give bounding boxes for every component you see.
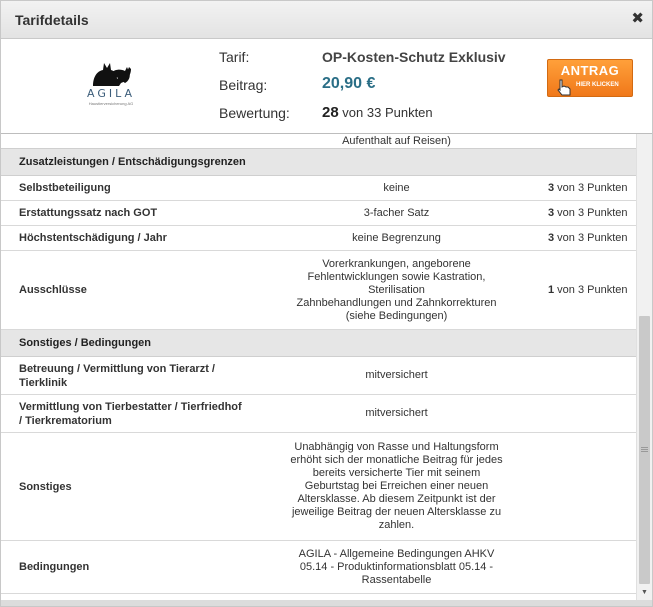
row-value: AGILA - Allgemeine Bedingungen AHKV 05.14 - Produktinformationsblatt 05.14 - Rassentabelle [281,541,512,594]
beitrag-value: 20,90 € [322,75,376,92]
logo-tagline: Haustierversicherung AG [88,101,134,106]
row-label: Erstattungssatz nach GOT [1,201,281,226]
scrollbar-thumb[interactable] [639,316,650,584]
row-label: Höchstentschädigung / Jahr [1,226,281,251]
dialog-titlebar [1,1,652,39]
row-score: 3 von 3 Punkten [512,201,636,226]
dialog-title: Tarifdetails [15,12,89,28]
row-score: 3 von 3 Punkten [512,176,636,201]
agila-logo [79,59,143,109]
row-label: Selbstbeteiligung [1,176,281,201]
row-value: keine [281,176,512,201]
table-row [1,251,636,330]
bewertung-rest: von 33 Punkten [338,105,433,120]
table-row [1,226,636,251]
table-row [1,201,636,226]
vertical-scrollbar[interactable] [636,134,653,600]
tarif-label: Tarif: [219,49,250,65]
row-score: 1 von 3 Punkten [512,251,636,330]
bewertung-label: Bewertung: [219,105,290,121]
antrag-sub-label: HIER KLICKEN [576,82,619,88]
dialog-bottom-edge [1,600,652,606]
section-sonstiges: Sonstiges / Bedingungen [1,330,636,357]
row-value: Unabhängig von Rasse und Haltungsform erhöht sich der monatliche Beitrag für jedes bereits versicherte Tier mit seinem Geburtstag bei Erreichen einer neuen Altersklasse. Ab diesem Zeitpunkt ist der jeweilige Beitrag der neuen Altersklasse zu zahlen. [281,433,512,541]
row-value: mitversichert [281,357,512,395]
bewertung-value [322,104,433,121]
row-label: Sonstiges [1,433,281,541]
details-scroll-area[interactable] [1,134,636,600]
logo-brand: AGILA [86,87,135,100]
table-row [1,134,636,149]
row-value: mitversichert [281,395,512,433]
cat-dog-logo-icon [89,59,133,87]
section-header [1,330,636,357]
table-row [1,541,636,594]
antrag-label: ANTRAG [560,63,620,78]
row-score: 3 von 3 Punkten [512,226,636,251]
hand-pointer-icon [554,78,574,98]
details-table [1,134,636,594]
row-label: Bedingungen [1,541,281,594]
antrag-button[interactable] [547,59,633,97]
row-label: Ausschlüsse [1,251,281,330]
table-row [1,395,636,433]
beitrag-label: Beitrag: [219,77,268,93]
partial-cell-text: Aufenthalt auf Reisen) [281,134,512,149]
section-header [1,149,636,176]
tarif-value: OP-Kosten-Schutz Exklusiv [322,49,506,65]
row-value: keine Begrenzung [281,226,512,251]
chevron-down-icon[interactable]: ▼ [641,589,648,596]
table-row [1,433,636,541]
table-row [1,176,636,201]
row-label: Vermittlung von Tierbestatter / Tierfriedhof / Tierkrematorium [1,395,281,433]
row-value: Vorerkrankungen, angeborene Fehlentwicklungen sowie Kastration, Sterilisation Zahnbehandlungen und Zahnkorrekturen (siehe Bedingungen) [281,251,512,330]
row-value: 3-facher Satz [281,201,512,226]
tarif-summary [1,39,652,134]
row-label: Betreuung / Vermittlung von Tierarzt / Tierklinik [1,357,281,395]
section-zusatz: Zusatzleistungen / Entschädigungsgrenzen [1,149,636,176]
bewertung-score: 28 [322,104,339,121]
table-row [1,357,636,395]
close-icon[interactable]: ✖ [631,10,644,27]
